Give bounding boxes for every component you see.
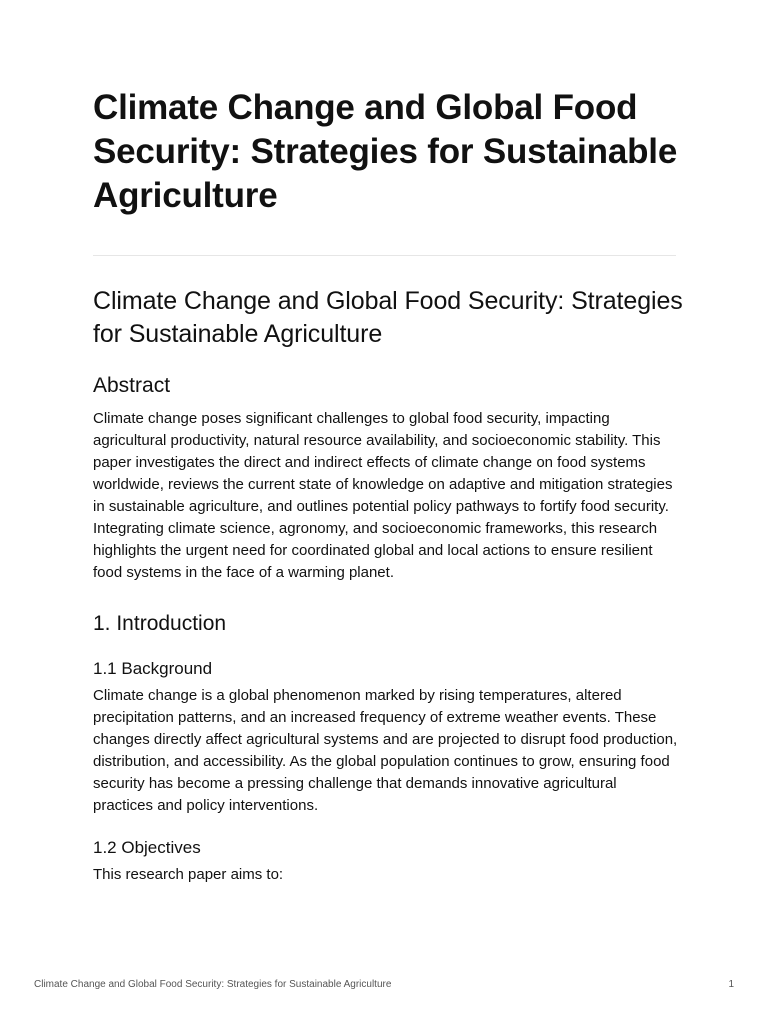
abstract-text: Climate change poses significant challenges to global food security, impacting agricultural productivity, natural resource availability, and socioeconomic stability. This paper investigates the direct and indirect effects of climate change on food systems worldwide, reviews the current state of knowledge on adaptive and mitigation strategies in sustainable agriculture, and outlines potential policy pathways to fortify food security. Integrating climate science, agronomy, and socioeconomic frameworks, this research highlights the urgent need for coordinated global and local actions to ensure resilient food systems in the face of a warming planet.	[93, 410, 673, 581]
section-title: Climate Change and Global Food Security: Strategies for Sustainable Agriculture	[93, 287, 683, 348]
title-divider	[93, 255, 676, 256]
introduction-heading: 1. Introduction	[93, 612, 227, 635]
background-text: Climate change is a global phenomenon marked by rising temperatures, altered precipitation patterns, and an increased frequency of extreme weather events. These changes directly affect agricultural systems and are projected to disrupt food production, distribution, and accessibility. As the global population continues to grow, ensuring food security has become a pressing challenge that demands innovative agricultural practices and policy interventions.	[93, 687, 678, 814]
objectives-heading: 1.2 Objectives	[93, 838, 201, 857]
footer-running-title: Climate Change and Global Food Security: Strategies for Sustainable Agriculture	[34, 978, 392, 990]
footer-page-number: 1	[728, 978, 734, 990]
objectives-text: This research paper aims to:	[93, 866, 284, 883]
page-footer	[34, 976, 734, 992]
document-title: Climate Change and Global Food Security: Strategies for Sustainable Agriculture	[93, 88, 678, 215]
background-heading: 1.1 Background	[93, 659, 213, 678]
abstract-heading: Abstract	[93, 374, 171, 397]
page-content	[93, 86, 683, 886]
